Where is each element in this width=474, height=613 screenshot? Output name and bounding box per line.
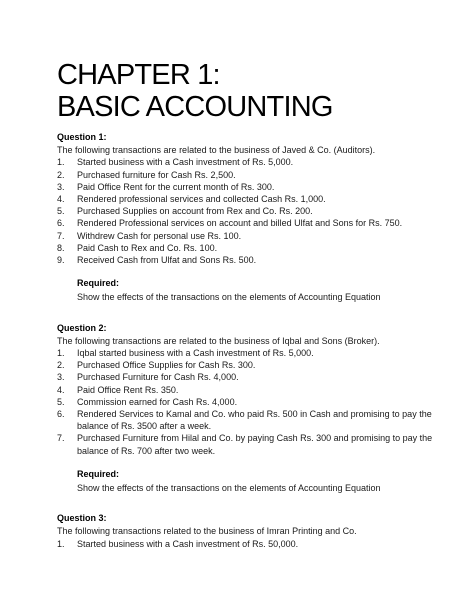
question-3-heading: Question 3: xyxy=(57,513,107,524)
item-number: 5. xyxy=(57,206,65,217)
item-text: Started business with a Cash investment of Rs. 50,000. xyxy=(77,538,299,549)
item-text: Started business with a Cash investment of Rs. 5,000. xyxy=(77,157,294,168)
item-number: 6. xyxy=(57,409,65,420)
transaction-item xyxy=(57,538,457,550)
question-1-heading: Question 1: xyxy=(57,132,107,142)
transaction-item xyxy=(57,242,457,254)
item-number: 1. xyxy=(57,538,65,549)
required-label: Required: xyxy=(77,278,120,289)
chapter-number: CHAPTER 1: xyxy=(57,59,220,91)
item-text: Received Cash from Ulfat and Sons Rs. 500. xyxy=(77,255,257,266)
item-number: 2. xyxy=(57,169,65,180)
item-text: Purchased Furniture for Cash Rs. 4,000. xyxy=(77,372,239,383)
question-3-intro: The following transactions related to the business of Imran Printing and Co. xyxy=(57,526,357,537)
transaction-item xyxy=(57,371,457,383)
transaction-item xyxy=(57,230,457,242)
question-1-transactions xyxy=(57,156,457,266)
item-number: 5. xyxy=(57,396,65,407)
item-text: Purchased Office Supplies for Cash Rs. 300. xyxy=(77,360,256,371)
item-text: Purchased Supplies on account from Rex and Co. Rs. 200. xyxy=(77,206,313,217)
item-number: 4. xyxy=(57,194,65,205)
transaction-item xyxy=(57,396,457,408)
transaction-item xyxy=(57,432,457,456)
transaction-item xyxy=(57,169,457,181)
transaction-item xyxy=(57,359,457,371)
question-2-heading: Question 2: xyxy=(57,322,107,333)
question-2-intro: The following transactions are related to the business of Iqbal and Sons (Broker). xyxy=(57,335,380,346)
question-1-intro: The following transactions are related to the business of Javed & Co. (Auditors). xyxy=(57,145,376,156)
item-text: Paid Cash to Rex and Co. Rs. 100. xyxy=(77,242,218,253)
chapter-title xyxy=(57,59,333,123)
item-number: 6. xyxy=(57,218,65,229)
item-number: 8. xyxy=(57,242,65,253)
item-text: Withdrew Cash for personal use Rs. 100. xyxy=(77,230,242,241)
question-2-transactions xyxy=(57,347,457,457)
item-text: Rendered Services to Kamal and Co. who paid Rs. 500 in Cash and promising to pay the balance of Rs. 3500 after a week. xyxy=(77,409,432,432)
required-text: Show the effects of the transactions on the elements of Accounting Equation xyxy=(77,292,381,303)
transaction-item xyxy=(57,408,457,432)
transaction-item xyxy=(57,156,457,168)
item-text: Purchased Furniture from Hilal and Co. by paying Cash Rs. 300 and promising to pay the balance of Rs. 700 after two week. xyxy=(77,433,433,456)
item-text: Iqbal started business with a Cash investment of Rs. 5,000. xyxy=(77,348,314,359)
item-number: 3. xyxy=(57,372,65,383)
item-number: 7. xyxy=(57,433,65,444)
section-spacer xyxy=(57,304,457,322)
item-text: Paid Office Rent Rs. 350. xyxy=(77,384,179,395)
transaction-item xyxy=(57,193,457,205)
transaction-item xyxy=(57,181,457,193)
required-text: Show the effects of the transactions on the elements of Accounting Equation xyxy=(77,483,381,494)
item-number: 1. xyxy=(57,348,65,359)
questions-content xyxy=(57,131,457,550)
transaction-item xyxy=(57,254,457,266)
required-label: Required: xyxy=(77,468,120,479)
item-text: Rendered professional services and collected Cash Rs. 1,000. xyxy=(77,194,326,205)
transaction-item xyxy=(57,205,457,217)
item-number: 1. xyxy=(57,157,65,168)
item-number: 3. xyxy=(57,181,65,192)
section-spacer xyxy=(57,494,457,512)
item-number: 7. xyxy=(57,230,65,241)
question-3-transactions xyxy=(57,538,457,550)
item-text: Rendered Professional services on account and billed Ulfat and Sons for Rs. 750. xyxy=(77,218,403,229)
item-text: Purchased furniture for Cash Rs. 2,500. xyxy=(77,169,236,180)
question-2-required xyxy=(77,468,457,494)
item-number: 9. xyxy=(57,255,65,266)
chapter-name: BASIC ACCOUNTING xyxy=(57,91,333,123)
item-text: Paid Office Rent for the current month of Rs. 300. xyxy=(77,181,275,192)
transaction-item xyxy=(57,384,457,396)
item-number: 4. xyxy=(57,384,65,395)
item-number: 2. xyxy=(57,360,65,371)
transaction-item xyxy=(57,347,457,359)
transaction-item xyxy=(57,217,457,229)
question-3-section xyxy=(57,512,457,550)
question-1-required xyxy=(77,277,457,303)
question-2-section xyxy=(57,322,457,495)
item-text: Commission earned for Cash Rs. 4,000. xyxy=(77,396,238,407)
question-1-section xyxy=(57,131,457,304)
